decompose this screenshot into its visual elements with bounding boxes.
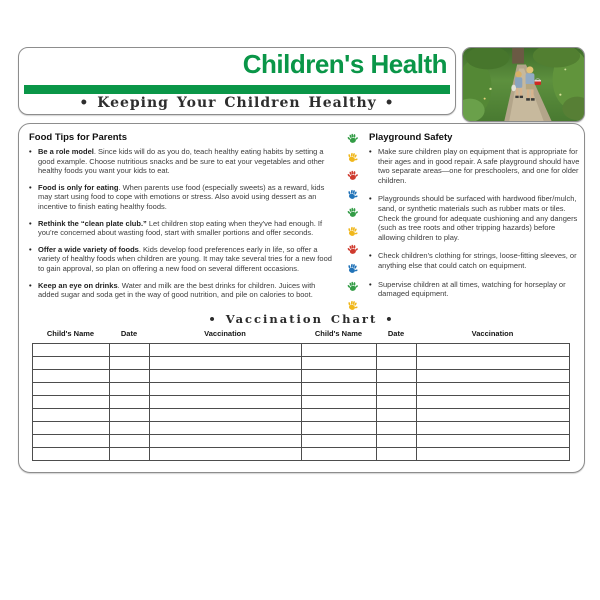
handprint-icon: [344, 242, 359, 257]
vaccination-cell: [377, 344, 417, 357]
safety-item: • Playgrounds should be surfaced with hardwood fiber/mulch, sand, or synthetic materials such as rubber mats or tiles. Check the ground for adequate cushioning and any dangers (such as tree roots and other tripping hazards) before allowing children to play.: [369, 194, 583, 242]
food-tip-item: • Offer a wide variety of foods. Kids develop food preferences early in life, so offer a variety of healthy foods when children are young. It may take several tries for a new food to gain approval, so plan on offering a new food on several different occasions.: [29, 245, 335, 274]
vaccination-cell: [377, 435, 417, 448]
column-header: Date: [387, 329, 405, 338]
vaccination-cell: [302, 383, 377, 396]
food-tips-section: [29, 132, 335, 307]
vaccination-cell: [417, 357, 570, 370]
vaccination-row: [33, 396, 570, 409]
vaccination-cell: [33, 435, 110, 448]
page-title: Children's Health: [242, 49, 447, 79]
vaccination-cell: [110, 370, 150, 383]
food-tips-heading: Food Tips for Parents: [29, 132, 128, 143]
children-photo-illustration: [463, 48, 584, 121]
food-tip-item: • Rethink the “clean plate club.” Let children stop eating when they've had enough. If you're concerned about wasting food, start with smaller portions and offer seconds.: [29, 219, 335, 238]
playground-safety-section: [369, 132, 583, 308]
column-header: Child's Name: [314, 329, 363, 338]
vaccination-cell: [150, 422, 302, 435]
vaccination-cell: [150, 344, 302, 357]
children-photo: [462, 47, 585, 122]
vaccination-cell: [417, 422, 570, 435]
vaccination-row: [33, 448, 570, 461]
vaccination-cell: [110, 422, 150, 435]
vaccination-row: [33, 383, 570, 396]
green-rule: [24, 85, 450, 94]
vaccination-cell: [377, 409, 417, 422]
vaccination-cell: [33, 409, 110, 422]
safety-item: • Make sure children play on equipment that is appropriate for their ages and in good repair. A safe playground should have two separate areas—one for preschoolers, and one for older children.: [369, 147, 583, 185]
vaccination-cell: [110, 396, 150, 409]
header-box: [18, 47, 456, 115]
vaccination-cell: [417, 409, 570, 422]
food-tip-item: • Keep an eye on drinks. Water and milk are the best drinks for children. Juices with added sugar and soda get in the way of good nutrition, and pile on calories to boot.: [29, 281, 335, 300]
handprint-icon: [344, 186, 360, 202]
vaccination-cell: [377, 448, 417, 461]
vaccination-chart-title: • Vaccination Chart •: [208, 312, 395, 326]
vaccination-cell: [150, 448, 302, 461]
vaccination-cell: [33, 370, 110, 383]
vaccination-header-row: [32, 329, 569, 338]
vaccination-cell: [33, 383, 110, 396]
column-header: Child's Name: [46, 329, 95, 338]
handprint-icon: [344, 260, 360, 276]
vaccination-row: [33, 409, 570, 422]
vaccination-cell: [110, 448, 150, 461]
playground-safety-list: [369, 147, 583, 299]
column-header: Date: [120, 329, 138, 338]
vaccination-cell: [417, 344, 570, 357]
vaccination-cell: [110, 409, 150, 422]
vaccination-cell: [417, 435, 570, 448]
food-tips-list: [29, 147, 335, 300]
safety-item: • Check children's clothing for strings, loose-fitting sleeves, or anything else that could catch on equipment.: [369, 251, 583, 270]
vaccination-row: [33, 370, 570, 383]
handprint-icon: [344, 168, 359, 183]
vaccination-cell: [377, 383, 417, 396]
vaccination-cell: [302, 448, 377, 461]
vaccination-cell: [33, 448, 110, 461]
handprint-icon: [344, 205, 359, 220]
vaccination-cell: [150, 357, 302, 370]
vaccination-cell: [33, 422, 110, 435]
handprint-strip: [341, 132, 363, 312]
vaccination-cell: [302, 370, 377, 383]
vaccination-cell: [110, 344, 150, 357]
vaccination-cell: [377, 422, 417, 435]
column-header: Vaccination: [204, 329, 246, 338]
vaccination-table: [32, 343, 570, 461]
vaccination-row: [33, 344, 570, 357]
handprint-icon: [344, 131, 359, 146]
vaccination-cell: [110, 435, 150, 448]
vaccination-cell: [150, 435, 302, 448]
playground-safety-heading: Playground Safety: [369, 132, 453, 143]
vaccination-cell: [302, 344, 377, 357]
vaccination-cell: [417, 370, 570, 383]
vaccination-cell: [417, 396, 570, 409]
vaccination-cell: [377, 396, 417, 409]
vaccination-row: [33, 435, 570, 448]
vaccination-cell: [302, 357, 377, 370]
vaccination-cell: [110, 357, 150, 370]
vaccination-cell: [302, 409, 377, 422]
vaccination-row: [33, 357, 570, 370]
food-tip-item: • Food is only for eating. When parents use food (especially sweets) as a reward, kids may start using food to cope with emotions or stress. Also avoid using dessert as an incentive to finish eating healthy foods.: [29, 183, 335, 212]
handprint-icon: [344, 279, 359, 294]
vaccination-cell: [150, 383, 302, 396]
vaccination-cell: [33, 357, 110, 370]
handprint-icon: [344, 297, 360, 313]
vaccination-cell: [150, 409, 302, 422]
content-box: [18, 123, 585, 473]
handprint-icon: [344, 149, 360, 165]
vaccination-cell: [302, 422, 377, 435]
page-subtitle: • Keeping Your Children Healthy •: [79, 95, 395, 111]
vaccination-cell: [33, 396, 110, 409]
column-header: Vaccination: [471, 329, 514, 338]
vaccination-cell: [150, 396, 302, 409]
vaccination-cell: [150, 370, 302, 383]
vaccination-cell: [33, 344, 110, 357]
vaccination-cell: [417, 448, 570, 461]
food-tip-item: • Be a role model. Since kids will do as you do, teach healthy eating habits by setting a good example. Choose nutritious snacks and be sure to eat your vegetables and other healthy foods you want your kids to eat.: [29, 147, 335, 176]
vaccination-cell: [110, 383, 150, 396]
vaccination-cell: [377, 370, 417, 383]
vaccination-cell: [377, 357, 417, 370]
vaccination-cell: [417, 383, 570, 396]
vaccination-cell: [302, 396, 377, 409]
safety-item: • Supervise children at all times, watching for horseplay or damaged equipment.: [369, 280, 583, 299]
vaccination-cell: [302, 435, 377, 448]
vaccination-row: [33, 422, 570, 435]
handprint-icon: [344, 223, 360, 239]
